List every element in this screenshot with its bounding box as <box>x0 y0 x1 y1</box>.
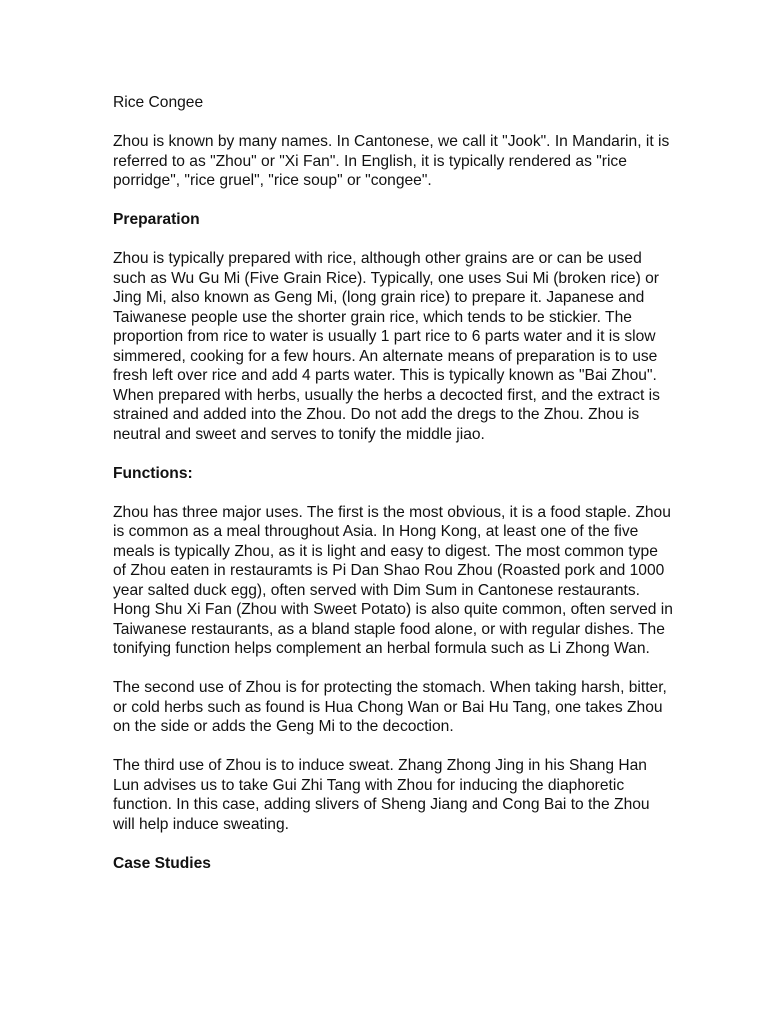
case-studies-heading: Case Studies <box>113 854 211 872</box>
functions-paragraph-3: The third use of Zhou is to induce sweat. Zhang Zhong Jing in his Shang Han Lun advises us to take Gui Zhi Tang with Zhou for inducing the diaphoretic function. In this case, adding slivers of Sheng Jiang and Cong Bai to the Zhou will help induce sweating. <box>113 757 650 833</box>
functions-paragraph-1: Zhou has three major uses. The first is the most obvious, it is a food staple. Zhou is common as a meal throughout Asia. In Hong Kong, at least one of the five meals is typically Zhou, as it is light and easy to digest. The most common type of Zhou eaten in restauramts is Pi Dan Shao Rou Zhou (Roasted pork and 1000 year salted duck egg), often served with Dim Sum in Cantonese restaurants. Hong Shu Xi Fan (Zhou with Sweet Potato) is also quite common, often served in Taiwanese restaurants, as a bland staple food alone, or with regular dishes. The tonifying function helps complement an herbal formula such as Li Zhong Wan. <box>113 503 673 657</box>
functions-heading: Functions: <box>113 464 193 482</box>
preparation-paragraph: Zhou is typically prepared with rice, although other grains are or can be used such as Wu Gu Mi (Five Grain Rice). Typically, one uses Sui Mi (broken rice) or Jing Mi, also known as Geng Mi, (long grain rice) to prepare it. Japanese and Taiwanese people use the shorter grain rice, which tends to be stickier. The proportion from rice to water is usually 1 part rice to 6 parts water and it is slow simmered, cooking for a few hours. An alternate means of preparation is to use fresh left over rice and add 4 parts water. This is typically known as "Bai Zhou". When prepared with herbs, usually the herbs a decocted first, and the extract is strained and added into the Zhou. Do not add the dregs to the Zhou. Zhou is neutral and sweet and serves to tonify the middle jiao. <box>113 250 660 443</box>
functions-paragraph-2: The second use of Zhou is for protecting the stomach. When taking harsh, bitter, or cold herbs such as found is Hua Chong Wan or Bai Hu Tang, one takes Zhou on the side or adds the Geng Mi to the decoction. <box>113 679 667 735</box>
preparation-heading: Preparation <box>113 211 200 228</box>
intro-paragraph: Zhou is known by many names. In Cantonese, we call it "Jook". In Mandarin, it is referred to as "Zhou" or "Xi Fan". In English, it is typically rendered as "rice porridge", "rice gruel", "rice soup" or "congee". <box>113 133 670 189</box>
document-body <box>113 93 673 893</box>
document-title: Rice Congee <box>113 94 204 111</box>
